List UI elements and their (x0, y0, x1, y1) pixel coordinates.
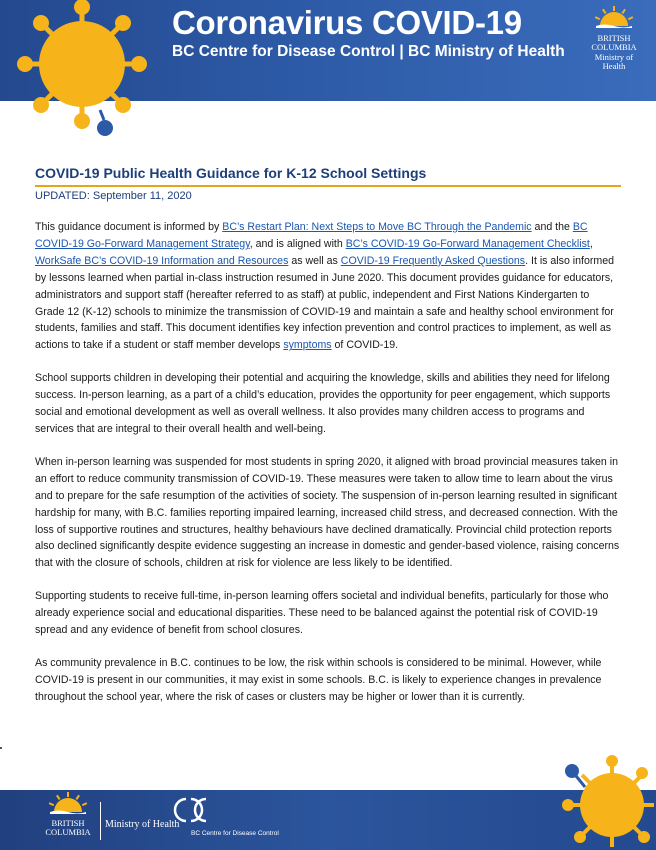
intro-text-7: of COVID-19. (331, 339, 399, 352)
coronavirus-icon (0, 0, 175, 155)
paragraph-full-time-learning: Supporting students to receive full-time, in-person learning offers societal and individual benefits, particularly for those who already experience social and educational disparities. These need to be balanced against the potential risk of COVID-19 spread and any evidence of benefit from school closures. (35, 590, 609, 637)
coronavirus-icon (545, 755, 656, 850)
document-body (35, 163, 621, 706)
bc-logo-name: BRITISH COLUMBIA (591, 33, 637, 52)
paragraph-suspension: When in-person learning was suspended for most students in spring 2020, it aligned with broad provincial measures taken in an effort to reduce community transmission of COVID-19. These measures were taken to allow time to learn about the virus and to prepare for the safe resumption of the activities of society. The suspension of in-person learning resulted in significant hardship for many, with B.C. families reporting impaired learning, increased child stress, and decreased connection. With the loss of supportive routines and structures, healthy behaviours have declined dramatically. Provincial child protection reports also declined significantly despite evidence suggesting an increase in domestic and gender-based violence, raising concerns that with the closure of schools, children at risk for violence are less likely to be identified. (35, 455, 620, 570)
title-underline (35, 185, 621, 187)
footer-bccdc-name: BC Centre for Disease Control (191, 830, 279, 837)
paragraph-intro (35, 219, 621, 354)
sunrise-icon (48, 792, 88, 814)
bc-logo-ministry: Ministry of Health (594, 52, 634, 71)
paragraph-community-prevalence: As community prevalence in B.C. continues to be low, the risk within schools is considered to be minimal. However, while COVID-19 is present in our communities, it may exist in some schools. B.C. is likely to experience changes in prevalence throughout the school year, where the risk of cases or clusters may be higher or lower than it is currently. (35, 656, 602, 703)
footer-bc-logo (40, 792, 96, 836)
intro-text-5: as well as (288, 254, 341, 267)
stray-mark (0, 747, 2, 749)
header-subtitle: BC Centre for Disease Control | BC Ministry of Health (172, 43, 565, 60)
intro-text-1: This guidance document is informed by (35, 221, 223, 233)
header-title: Coronavirus COVID-19 (172, 4, 522, 41)
intro-text-3: , and is aligned with (249, 237, 346, 250)
paragraph-school-supports: School supports children in developing their potential and acquiring the knowledge, skills and abilities they need for lifelong success. In-person learning, as a part of a child’s education, provides the opportunity for peer engagement, which supports social and emotional development as well as overall wellness. It also provides many children access to programs and services that are integral to their overall health and well-being. (35, 372, 611, 435)
intro-text-2: and the (531, 221, 573, 233)
footer-bc-name: BRITISH COLUMBIA (45, 818, 91, 837)
link-symptoms[interactable]: symptoms (283, 339, 332, 352)
link-faq[interactable]: COVID-19 Frequently Asked Questions (340, 254, 526, 267)
sunrise-icon (594, 6, 634, 28)
link-worksafe-resources[interactable]: WorkSafe BC’s COVID-19 Information and Resources (35, 254, 289, 267)
link-bc-restart-plan[interactable]: BC’s Restart Plan: Next Steps to Move BC Through the Pandemic (222, 221, 532, 233)
updated-date: UPDATED: September 11, 2020 (35, 190, 192, 202)
footer-divider (100, 802, 101, 840)
document-title: COVID-19 Public Health Guidance for K-12 School Settings (35, 165, 427, 181)
intro-text-4: , (589, 237, 593, 250)
footer-ministry: Ministry of Health (105, 819, 180, 830)
bccdc-logo-icon (172, 795, 218, 825)
link-go-forward-checklist[interactable]: BC’s COVID-19 Go-Forward Management Checklist (345, 237, 590, 250)
bc-government-logo (584, 6, 644, 70)
link-go-forward-strategy[interactable]: BC COVID-19 Go-Forward Management Strategy (35, 221, 588, 250)
intro-text-6: . It is also informed by lessons learned when partial in-class instruction resumed in June 2020. This document provides guidance for educators, administrators and support staff (hereafter referred to as staff) at public, independent and First Nations Kindergarten to Grade 12 (K-12) schools to minimize the transmission of COVID-19 and maintain a safe and healthy school environment for students, families and staff. This document identifies key infection prevention and control practices to implement, as well as actions to take if a student or staff member develops (35, 254, 615, 352)
